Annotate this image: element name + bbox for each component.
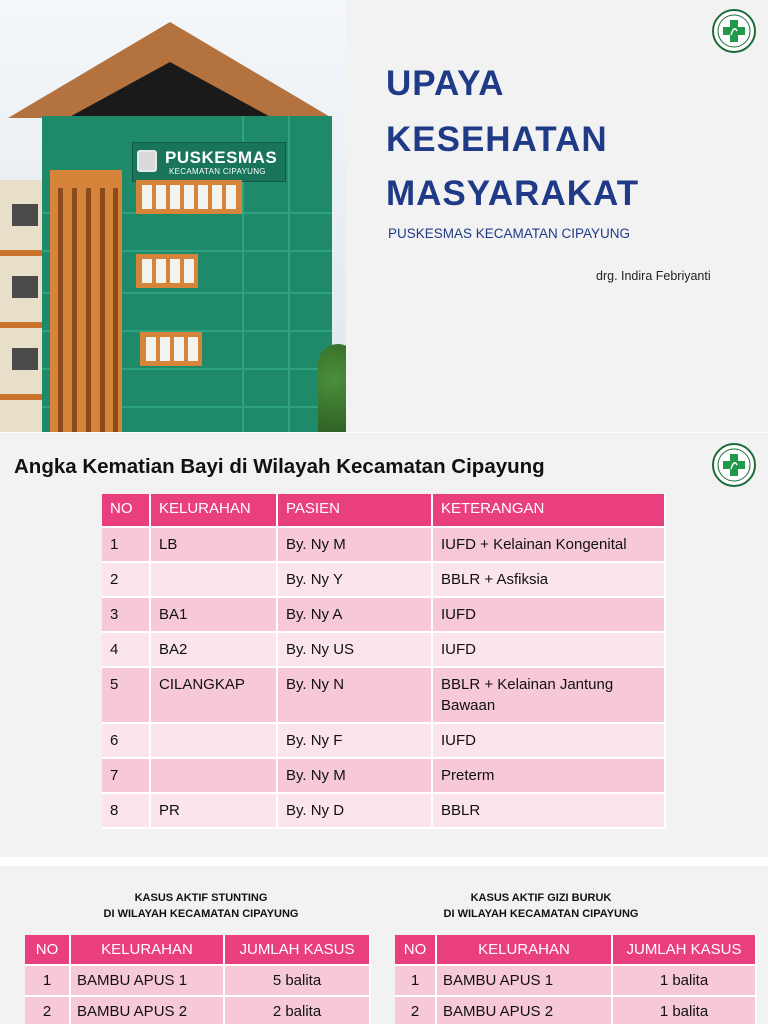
- cell-pasien: By. Ny A: [278, 598, 433, 633]
- gizi-buruk-table: [395, 935, 757, 1024]
- sign-subtitle: KECAMATAN CIPAYUNG: [169, 167, 266, 176]
- cell-keterangan: IUFD + Kelainan Kongenital: [433, 528, 666, 563]
- adjacent-building: [0, 180, 46, 432]
- cell-kelurahan: BAMBU APUS 1: [71, 966, 225, 997]
- stunting-caption-line-1: KASUS AKTIF STUNTING: [134, 892, 268, 904]
- column-header: JUMLAH KASUS: [225, 935, 371, 966]
- cell-no: 1: [395, 966, 437, 997]
- column-header: KETERANGAN: [433, 494, 666, 528]
- cell-kelurahan: BA2: [151, 633, 278, 668]
- column-header: NO: [395, 935, 437, 966]
- cell-kelurahan: BA1: [151, 598, 278, 633]
- column-header: KELURAHAN: [151, 494, 278, 528]
- cell-jumlah: 5 balita: [225, 966, 371, 997]
- active-cases-slide: [0, 866, 768, 1024]
- cell-keterangan: IUFD: [433, 724, 666, 759]
- cell-pasien: By. Ny M: [278, 528, 433, 563]
- cell-kelurahan: BAMBU APUS 2: [71, 997, 225, 1024]
- cell-no: 2: [25, 997, 71, 1024]
- cell-pasien: By. Ny US: [278, 633, 433, 668]
- building-window: [136, 180, 242, 214]
- table-header-row: [25, 935, 371, 966]
- cell-pasien: By. Ny M: [278, 759, 433, 794]
- cell-keterangan: IUFD: [433, 633, 666, 668]
- infant-mortality-table: [102, 494, 666, 829]
- cell-keterangan: BBLR + Kelainan Jantung Bawaan: [433, 668, 666, 724]
- stunting-caption-line-2: DI WILAYAH KECAMATAN CIPAYUNG: [103, 908, 299, 920]
- stunting-caption: [36, 890, 366, 922]
- building-window: [140, 332, 202, 366]
- title-line-1: UPAYA: [386, 64, 505, 103]
- table-row: [25, 997, 371, 1024]
- author-name: drg. Indira Febriyanti: [596, 269, 711, 283]
- cell-no: 4: [102, 633, 151, 668]
- table-row: [102, 794, 666, 829]
- cell-kelurahan: PR: [151, 794, 278, 829]
- puskesmas-building-photo: [0, 0, 346, 432]
- cell-no: 2: [102, 563, 151, 598]
- building-window: [136, 254, 198, 288]
- cell-kelurahan: [151, 563, 278, 598]
- slide-heading: Angka Kematian Bayi di Wilayah Kecamatan Cipayung: [14, 455, 545, 478]
- cell-pasien: By. Ny D: [278, 794, 433, 829]
- cell-no: 7: [102, 759, 151, 794]
- stunting-table: [25, 935, 371, 1024]
- cell-pasien: By. Ny F: [278, 724, 433, 759]
- gizi-buruk-caption: [396, 890, 686, 922]
- table-header-row: [102, 494, 666, 528]
- column-header: KELURAHAN: [437, 935, 613, 966]
- cell-pasien: By. Ny Y: [278, 563, 433, 598]
- cell-no: 2: [395, 997, 437, 1024]
- cell-jumlah: 1 balita: [613, 997, 757, 1024]
- cell-keterangan: BBLR: [433, 794, 666, 829]
- sign-title: PUSKESMAS: [165, 148, 278, 167]
- column-header: KELURAHAN: [71, 935, 225, 966]
- cell-jumlah: 1 balita: [613, 966, 757, 997]
- table-row: [25, 966, 371, 997]
- table-row: [102, 528, 666, 563]
- slide-subtitle: PUSKESMAS KECAMATAN CIPAYUNG: [388, 226, 631, 241]
- cell-keterangan: Preterm: [433, 759, 666, 794]
- cell-keterangan: BBLR + Asfiksia: [433, 563, 666, 598]
- sign-emblem-icon: [137, 150, 157, 172]
- column-header: NO: [25, 935, 71, 966]
- cell-kelurahan: LB: [151, 528, 278, 563]
- column-header: NO: [102, 494, 151, 528]
- gizi-buruk-caption-line-2: DI WILAYAH KECAMATAN CIPAYUNG: [443, 908, 639, 920]
- table-row: [102, 633, 666, 668]
- tree: [318, 344, 346, 432]
- puskesmas-logo-icon: [712, 443, 756, 487]
- cell-no: 6: [102, 724, 151, 759]
- column-header: JUMLAH KASUS: [613, 935, 757, 966]
- cell-kelurahan: BAMBU APUS 2: [437, 997, 613, 1024]
- building-sign: [132, 142, 286, 182]
- table-row: [102, 668, 666, 724]
- table-header-row: [395, 935, 757, 966]
- table-row: [395, 966, 757, 997]
- cell-kelurahan: CILANGKAP: [151, 668, 278, 724]
- puskesmas-logo-icon: [712, 9, 756, 53]
- table-row: [102, 598, 666, 633]
- cell-kelurahan: [151, 724, 278, 759]
- cell-no: 1: [25, 966, 71, 997]
- gizi-buruk-caption-line-1: KASUS AKTIF GIZI BURUK: [470, 892, 612, 904]
- infant-mortality-slide: [0, 433, 768, 857]
- orange-fins: [50, 170, 122, 432]
- title-slide: [0, 0, 768, 432]
- cell-kelurahan: BAMBU APUS 1: [437, 966, 613, 997]
- cell-no: 3: [102, 598, 151, 633]
- title-line-2: KESEHATAN: [386, 120, 608, 159]
- cell-kelurahan: [151, 759, 278, 794]
- table-row: [395, 997, 757, 1024]
- table-row: [102, 724, 666, 759]
- column-header: PASIEN: [278, 494, 433, 528]
- cell-jumlah: 2 balita: [225, 997, 371, 1024]
- cell-no: 5: [102, 668, 151, 724]
- cell-pasien: By. Ny N: [278, 668, 433, 724]
- title-line-3: MASYARAKAT: [386, 174, 640, 213]
- cell-no: 8: [102, 794, 151, 829]
- table-row: [102, 563, 666, 598]
- cell-keterangan: IUFD: [433, 598, 666, 633]
- cell-no: 1: [102, 528, 151, 563]
- table-row: [102, 759, 666, 794]
